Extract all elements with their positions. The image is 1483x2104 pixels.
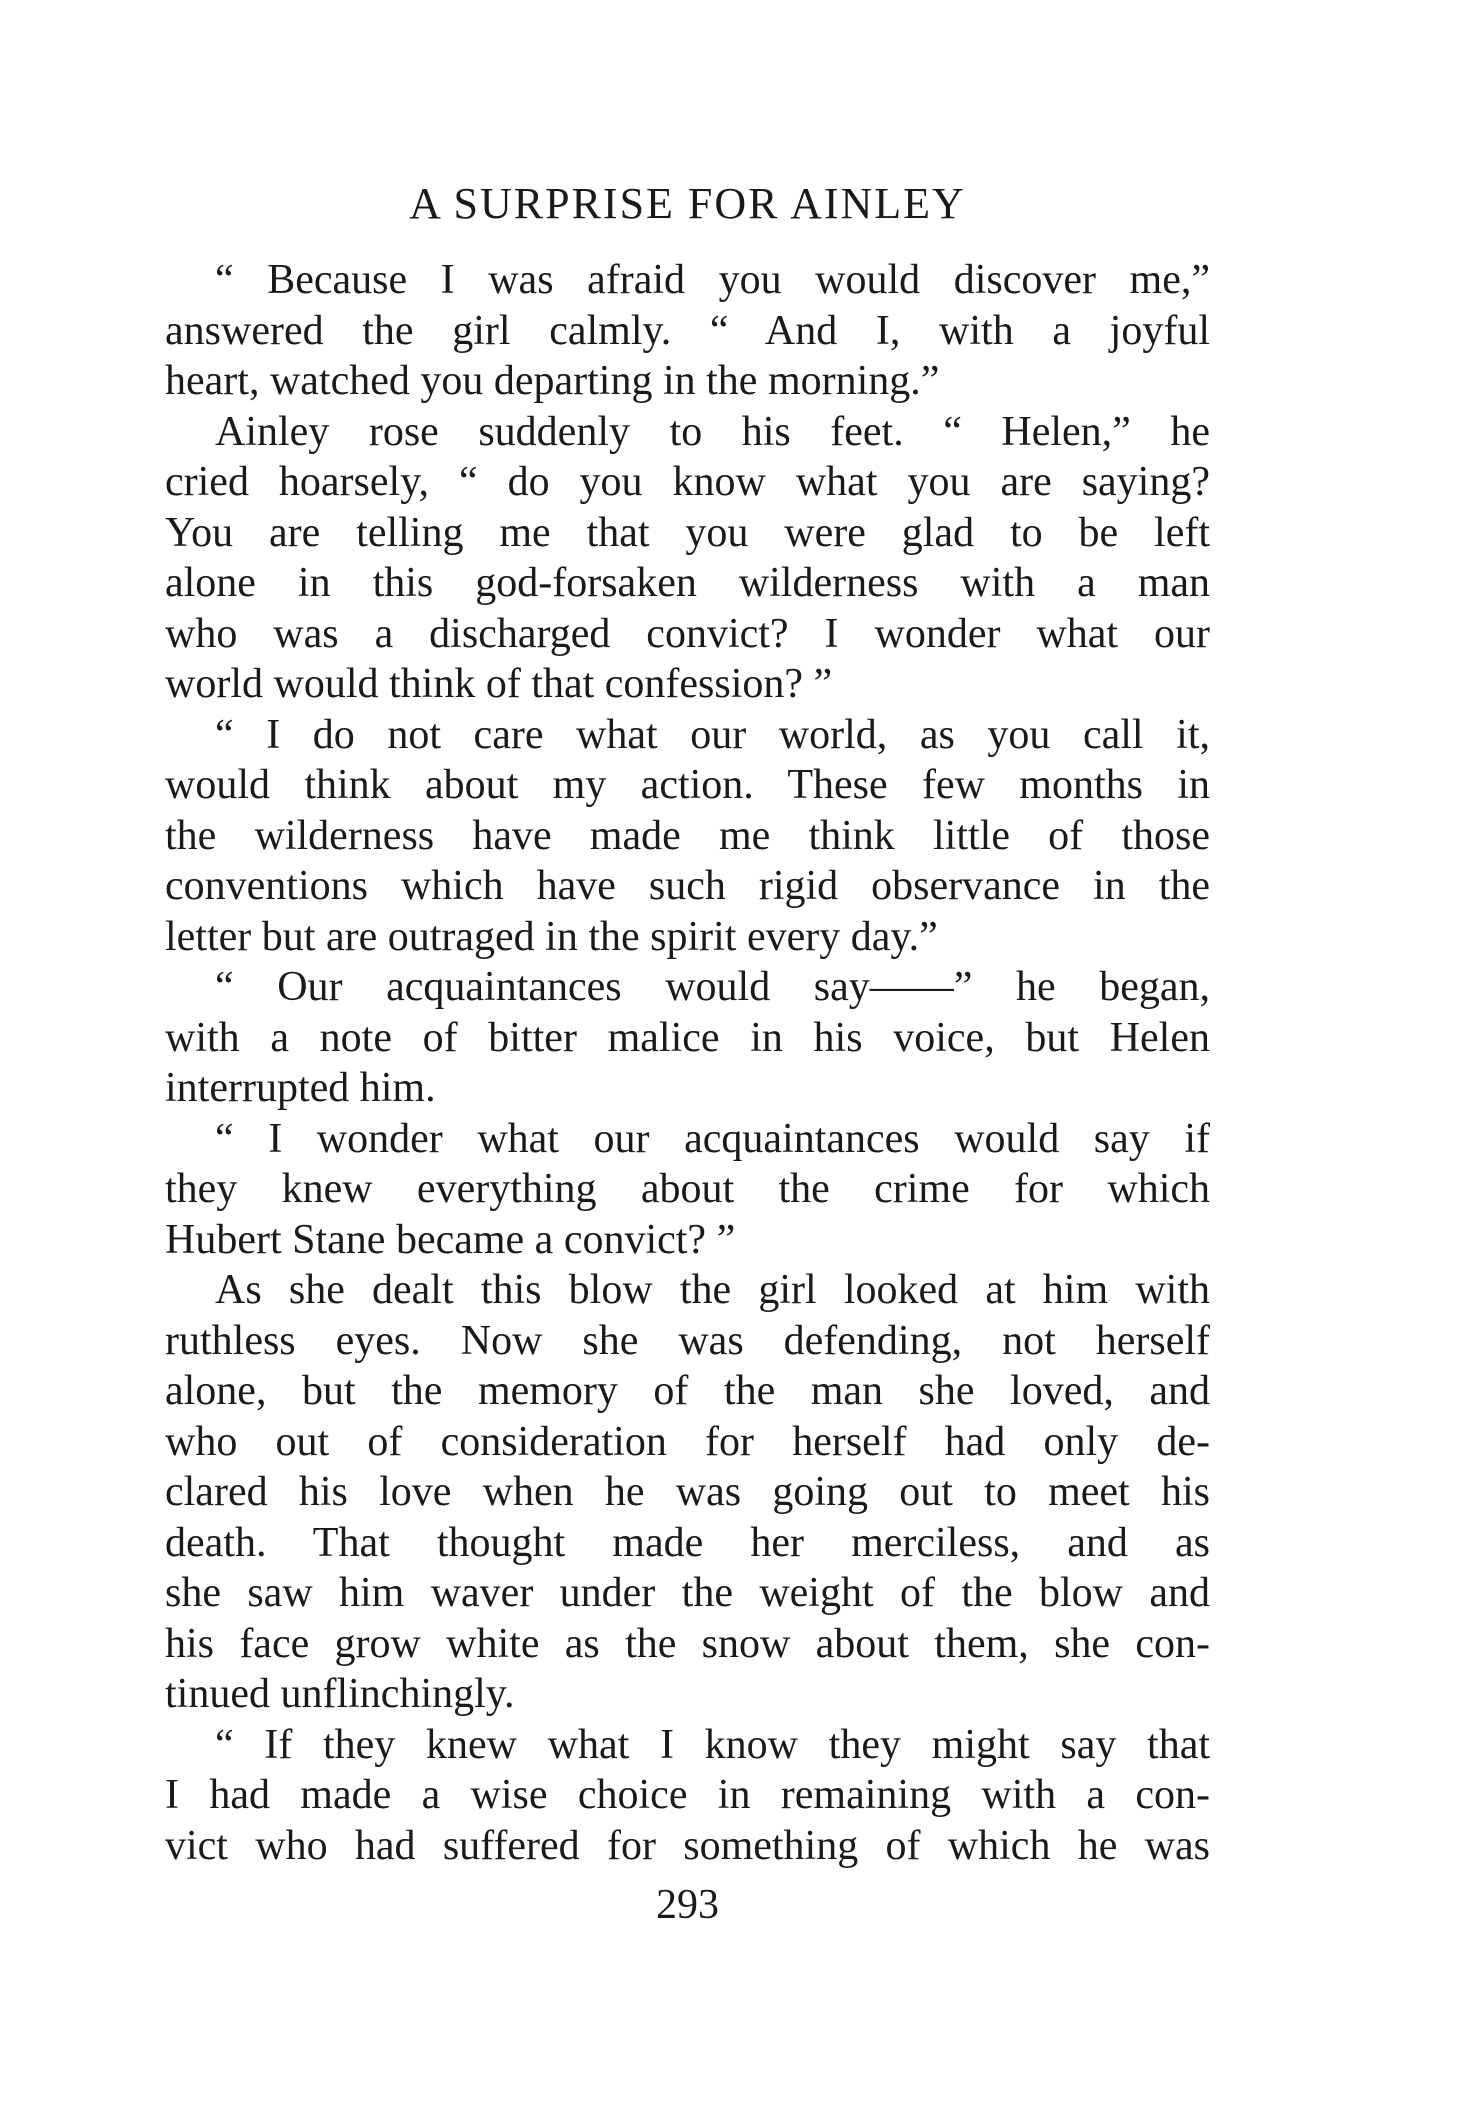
text-line: You are telling me that you were glad to be left — [165, 509, 1210, 556]
text-line: vict who had suffered for something of which he was — [165, 1822, 1210, 1869]
text-line: Ainley rose suddenly to his feet. “ Helen,” he — [215, 408, 1210, 455]
text-line: who out of consideration for herself had only de- — [165, 1418, 1210, 1465]
page-number: 293 — [656, 1882, 719, 1928]
text-line: interrupted him. — [165, 1065, 436, 1111]
running-head: A SURPRISE FOR AINLEY — [409, 179, 966, 228]
text-line: alone in this god-forsaken wilderness with a man — [165, 560, 1210, 606]
text-line: I had made a wise choice in remaining with a con- — [165, 1772, 1210, 1818]
text-line: who was a discharged convict? I wonder what our — [165, 610, 1210, 657]
text-line: conventions which have such rigid observance in the — [165, 863, 1210, 909]
text-line: with a note of bitter malice in his voice, but Helen — [165, 1014, 1210, 1061]
text-line: “ I wonder what our acquaintances would say if — [215, 1115, 1210, 1162]
text-line: “ Our acquaintances would say——” he began, — [215, 964, 1210, 1010]
text-line: clared his love when he was going out to meet his — [165, 1469, 1210, 1515]
text-line: heart, watched you departing in the morning.” — [165, 358, 940, 404]
text-line: tinued unflinchingly. — [165, 1671, 515, 1717]
text-line: world would think of that confession? ” — [165, 661, 833, 707]
text-line: answered the girl calmly. “ And I, with a joyful — [165, 307, 1210, 354]
text-line: As she dealt this blow the girl looked at him with — [215, 1267, 1210, 1313]
text-line: letter but are outraged in the spirit every day.” — [165, 913, 938, 960]
text-line: cried hoarsely, “ do you know what you are saying? — [165, 459, 1210, 505]
text-line: “ I do not care what our world, as you call it, — [215, 711, 1210, 758]
text-line: his face grow white as the snow about them, she con- — [165, 1620, 1210, 1667]
text-line: they knew everything about the crime for which — [165, 1166, 1210, 1212]
text-line: would think about my action. These few months in — [165, 762, 1210, 808]
text-line: alone, but the memory of the man she loved, and — [165, 1368, 1210, 1414]
text-line: death. That thought made her merciless, and as — [165, 1519, 1210, 1566]
body-text — [165, 255, 1210, 1871]
text-line: “ Because I was afraid you would discover me,” — [215, 257, 1210, 303]
text-line: “ If they knew what I know they might say that — [215, 1721, 1210, 1768]
text-line: Hubert Stane became a convict? ” — [165, 1216, 736, 1263]
text-line: ruthless eyes. Now she was defending, not herself — [165, 1317, 1210, 1364]
text-line: she saw him waver under the weight of the blow and — [165, 1570, 1210, 1616]
text-line: the wilderness have made me think little of those — [165, 812, 1210, 859]
